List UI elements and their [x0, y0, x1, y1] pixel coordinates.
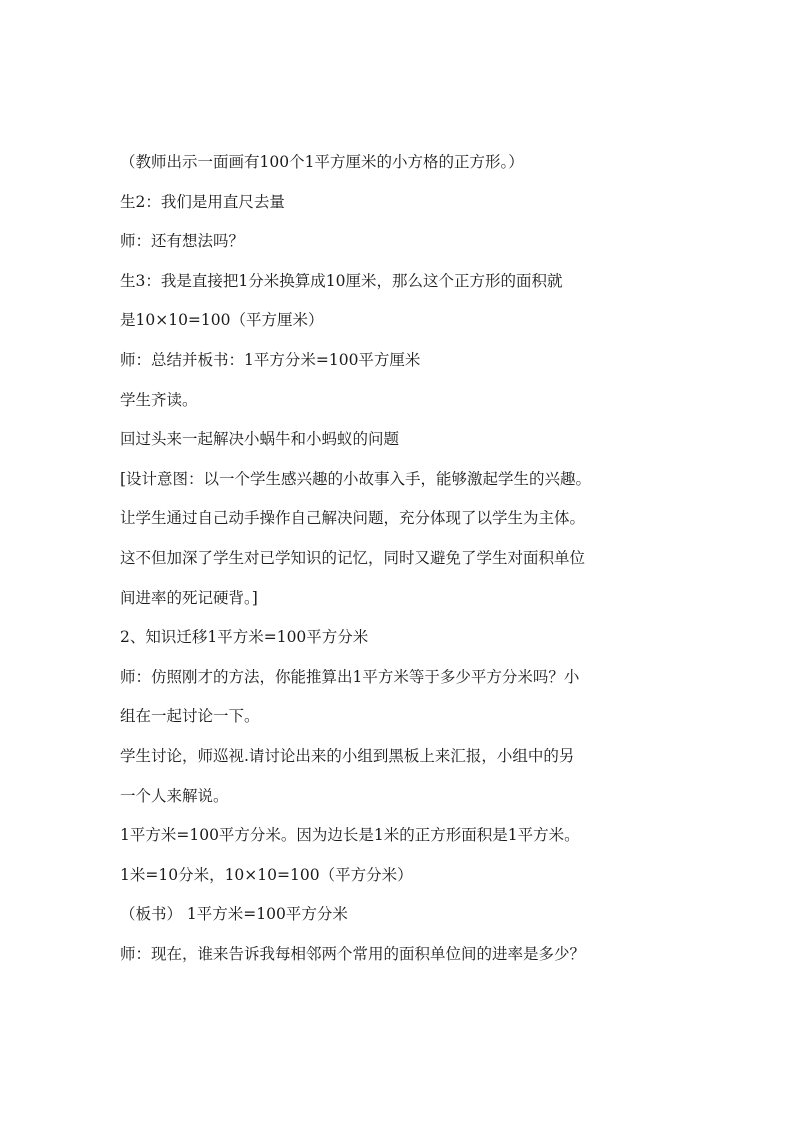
- text-line: 学生讨论，师巡视.请讨论出来的小组到黑板上来汇报，小组中的另: [120, 746, 575, 765]
- text-line: 生2：我们是用直尺去量: [120, 192, 285, 211]
- design-intent-line: [设计意图：以一个学生感兴趣的小故事入手，能够激起学生的兴趣。: [120, 469, 592, 488]
- design-intent-line: 这不但加深了学生对已学知识的记忆，同时又避免了学生对面积单位: [120, 548, 586, 567]
- design-intent-line: 间进率的死记硬背。]: [120, 588, 258, 607]
- section-heading: 2、知识迁移1平方米=100平方分米: [120, 628, 369, 647]
- text-line: 组在一起讨论一下。: [120, 707, 260, 726]
- text-line: 师：总结并板书：1平方分米=100平方厘米: [120, 350, 421, 369]
- text-line: 师：仿照刚才的方法，你能推算出1平方米等于多少平方分米吗？小: [120, 667, 580, 686]
- text-line: 生3：我是直接把1分米换算成10厘米，那么这个正方形的面积就: [120, 271, 563, 290]
- text-line: 学生齐读。: [120, 390, 198, 409]
- text-line: 一个人来解说。: [120, 786, 229, 805]
- text-line: 1平方米=100平方分米。因为边长是1米的正方形面积是1平方米。: [120, 826, 580, 845]
- text-line: 师：还有想法吗？: [120, 232, 245, 251]
- text-line: 1米=10分米，10×10=100（平方分米）: [120, 865, 413, 884]
- text-line: （教师出示一面画有100个1平方厘米的小方格的正方形。）: [120, 153, 524, 171]
- text-line: （板书） 1平方米=100平方分米: [120, 905, 348, 924]
- text-line: 是10×10=100（平方厘米）: [120, 311, 324, 330]
- text-line: 师：现在，谁来告诉我每相邻两个常用的面积单位间的进率是多少？: [120, 944, 586, 963]
- text-line: 回过头来一起解决小蜗牛和小蚂蚁的问题: [120, 430, 400, 449]
- design-intent-line: 让学生通过自己动手操作自己解决问题，充分体现了以学生为主体。: [120, 509, 586, 528]
- document-body: [120, 143, 680, 974]
